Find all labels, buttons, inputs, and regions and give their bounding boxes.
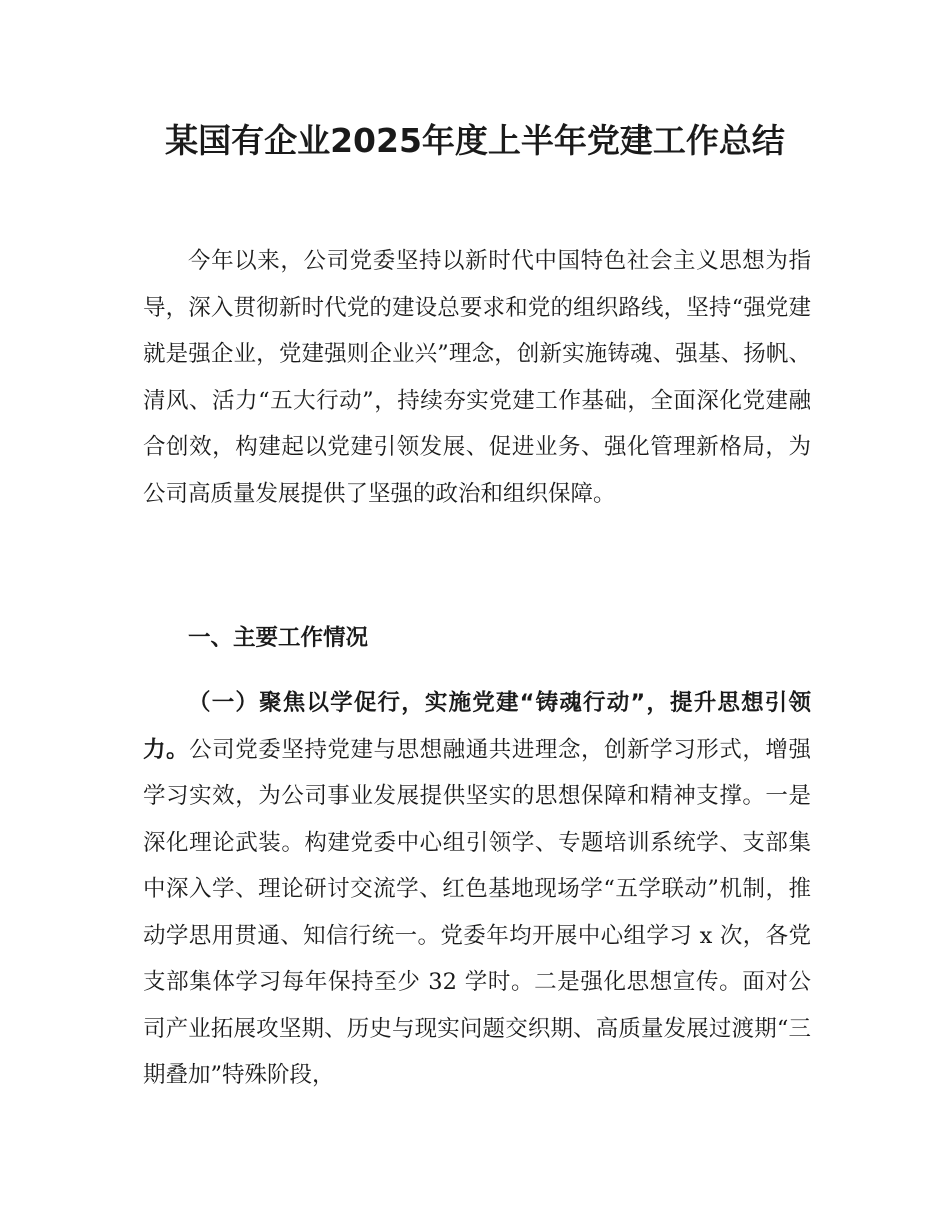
document-title: 某国有企业2025年度上半年党建工作总结	[165, 121, 785, 160]
subsection-paragraph	[143, 680, 811, 1099]
subsection-lead: （一）聚焦以学促行，实施党建“铸魂行动”，提升思想引领力。	[143, 690, 811, 763]
intro-paragraph: 今年以来，公司党委坚持以新时代中国特色社会主义思想为指导，深入贯彻新时代党的建设总要求和党的组织路线，坚持“强党建就是强企业，党建强则企业兴”理念，创新实施铸魂、强基、扬帆、清风、活力“五大行动”，持续夯实党建工作基础，全面深化党建融合创效，构建起以党建引领发展、促进业务、强化管理新格局，为公司高质量发展提供了坚强的政治和组织保障。	[143, 248, 811, 507]
subsection-text: 公司党委坚持党建与思想融通共进理念，创新学习形式，增强学习实效，为公司事业发展提供坚实的思想保障和精神支撑。一是深化理论武装。构建党委中心组引领学、专题培训系统学、支部集中深入学、理论研讨交流学、红色基地现场学“五学联动”机制，推动学思用贯通、知信行统一。党委年均开展中心组学习 x 次，各党支部集体学习每年保持至少 32 学时。二是强化思想宣传。面对公司产业拓展攻坚期、历史与现实问题交织期、高质量发展过渡期“三期叠加”特殊阶段，	[143, 736, 811, 1088]
section-heading: 一、主要工作情况	[188, 625, 369, 651]
